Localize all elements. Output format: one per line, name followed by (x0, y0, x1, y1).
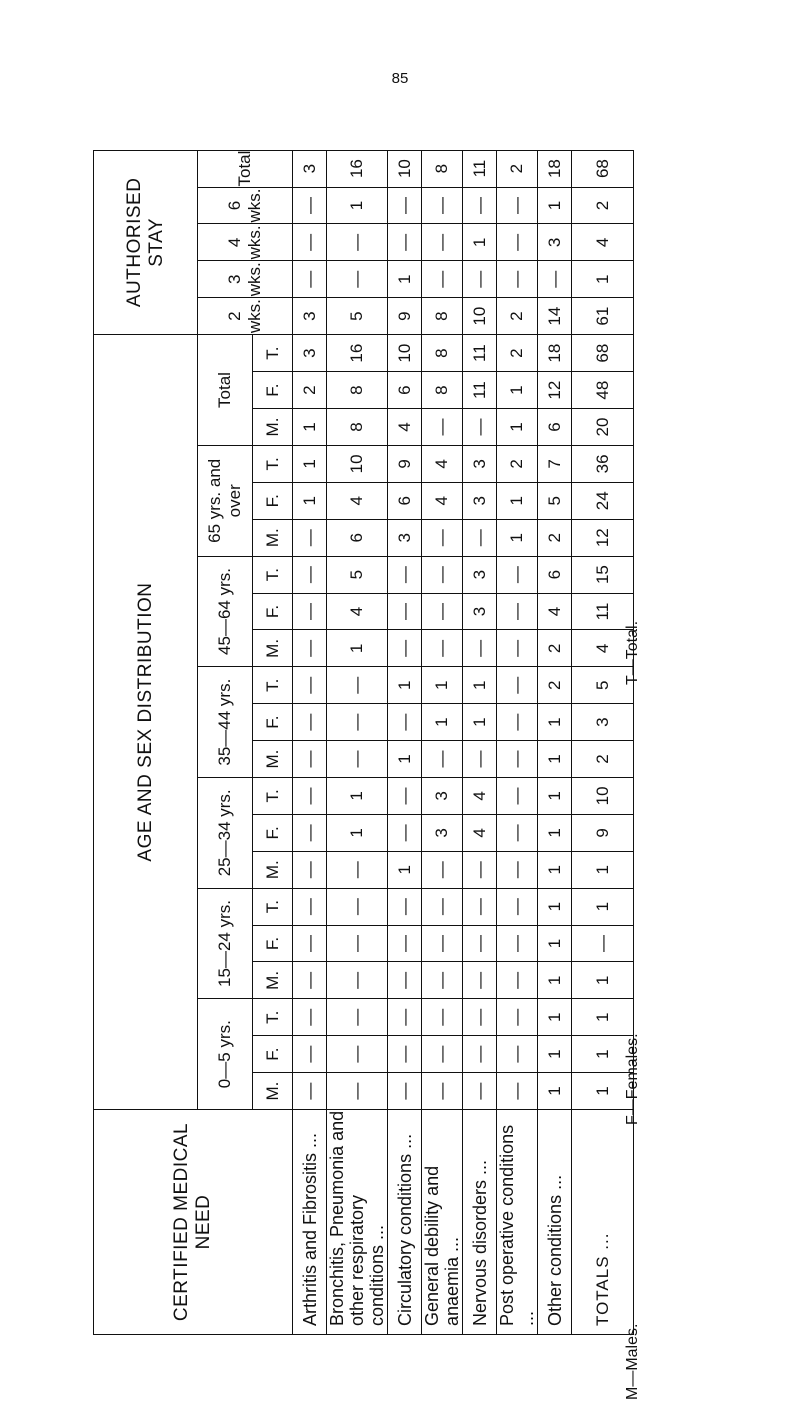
table-cell: 1 (538, 741, 572, 778)
page-number: 85 (391, 70, 409, 87)
table-cell: 1 (388, 261, 422, 298)
table-cell: 2 (497, 445, 538, 482)
table-row (463, 150, 497, 1334)
table-cell: — (293, 888, 327, 925)
sex-column-header: M. (253, 851, 293, 888)
table-row (538, 150, 572, 1334)
table-cell: — (293, 925, 327, 962)
table-cell: 1 (572, 1073, 634, 1110)
table-row (422, 150, 463, 1334)
table-cell: — (293, 814, 327, 851)
table-cell: 18 (538, 150, 572, 187)
table-cell: — (463, 409, 497, 446)
table-cell: — (293, 224, 327, 261)
table-cell: — (327, 1073, 388, 1110)
age-group-header: 45—64 yrs. (198, 556, 253, 667)
table-cell: — (327, 1036, 388, 1073)
table-cell: — (388, 777, 422, 814)
table-cell: 2 (572, 741, 634, 778)
table-cell: 11 (572, 593, 634, 630)
table-cell: 10 (572, 777, 634, 814)
legend-total: T—Total. (624, 620, 641, 685)
table-cell: — (463, 1036, 497, 1073)
table-cell: 3 (463, 482, 497, 519)
table-cell: 3 (388, 519, 422, 556)
sex-column-header: F. (253, 925, 293, 962)
table-cell: 2 (538, 630, 572, 667)
table-cell: — (327, 261, 388, 298)
table-cell: — (497, 851, 538, 888)
table-cell: — (388, 999, 422, 1036)
table-cell: — (422, 925, 463, 962)
table-cell: 1 (388, 741, 422, 778)
table-cell: 2 (497, 335, 538, 372)
sex-column-header: T. (253, 999, 293, 1036)
table-row (293, 150, 327, 1334)
table-cell: 1 (388, 851, 422, 888)
table-cell: 6 (327, 519, 388, 556)
table-cell: — (463, 630, 497, 667)
table-cell: 1 (572, 888, 634, 925)
table-cell: 4 (572, 630, 634, 667)
stay-header: 2 wks. (198, 298, 293, 335)
rotated-table-stage (93, 150, 621, 1335)
table-cell: — (497, 630, 538, 667)
table-cell: — (327, 224, 388, 261)
table-cell: 6 (388, 482, 422, 519)
table-cell: 9 (572, 814, 634, 851)
table-cell: 3 (572, 704, 634, 741)
table-cell: — (463, 888, 497, 925)
table-cell: — (388, 1036, 422, 1073)
table-cell: — (497, 741, 538, 778)
sex-column-header: T. (253, 777, 293, 814)
sex-column-header: T. (253, 335, 293, 372)
sex-column-header: T. (253, 888, 293, 925)
table-cell: — (497, 187, 538, 224)
table-cell: 8 (422, 298, 463, 335)
table-cell: 18 (538, 335, 572, 372)
table-cell: — (388, 888, 422, 925)
table-cell: 1 (463, 667, 497, 704)
table-cell: 6 (538, 556, 572, 593)
table-cell: 4 (327, 593, 388, 630)
table-cell: — (497, 925, 538, 962)
condition-label: Other conditions ... (538, 1110, 572, 1335)
table-cell: 1 (327, 187, 388, 224)
table-cell: 1 (538, 814, 572, 851)
table-cell: — (422, 556, 463, 593)
table-cell: 1 (497, 409, 538, 446)
table-cell: 3 (422, 777, 463, 814)
table-row (388, 150, 422, 1334)
table-cell: 16 (327, 150, 388, 187)
table-row (327, 150, 388, 1334)
table-cell: — (327, 667, 388, 704)
table-cell: 8 (327, 372, 388, 409)
table-cell: 20 (572, 409, 634, 446)
table-cell: — (327, 925, 388, 962)
table-cell: 1 (538, 962, 572, 999)
table-cell: — (422, 261, 463, 298)
table-cell: 8 (327, 409, 388, 446)
table-cell: — (388, 962, 422, 999)
table-cell: — (388, 224, 422, 261)
table-cell: — (293, 704, 327, 741)
table-cell: 1 (538, 999, 572, 1036)
table-cell: 1 (538, 888, 572, 925)
table-cell: 9 (388, 445, 422, 482)
table-cell: — (327, 888, 388, 925)
table-cell: 10 (327, 445, 388, 482)
sex-column-header: F. (253, 1036, 293, 1073)
table-cell: 4 (538, 593, 572, 630)
table-cell: 1 (497, 519, 538, 556)
table-cell: — (327, 741, 388, 778)
table-cell: — (388, 593, 422, 630)
table-cell: 1 (293, 445, 327, 482)
table-cell: 15 (572, 556, 634, 593)
table-cell: 10 (463, 298, 497, 335)
age-group-header: 65 yrs. and over (198, 445, 253, 556)
table-cell: 10 (388, 335, 422, 372)
condition-label: General debility and anaemia ... (422, 1110, 463, 1335)
age-group-header: 0—5 yrs. (198, 999, 253, 1110)
table-cell: — (422, 519, 463, 556)
table-cell: 6 (388, 372, 422, 409)
table-cell: — (293, 741, 327, 778)
table-cell: 3 (293, 150, 327, 187)
table-cell: 2 (497, 298, 538, 335)
table-cell: — (422, 1036, 463, 1073)
table-cell: — (293, 630, 327, 667)
table-cell: — (497, 556, 538, 593)
table-cell: — (497, 593, 538, 630)
table-cell: — (497, 224, 538, 261)
table-cell: — (422, 741, 463, 778)
sex-column-header: M. (253, 741, 293, 778)
table-cell: 3 (293, 298, 327, 335)
table-cell: — (497, 1036, 538, 1073)
table-cell: — (538, 261, 572, 298)
table-cell: 4 (388, 409, 422, 446)
table-cell: — (293, 1036, 327, 1073)
table-cell: — (422, 962, 463, 999)
table-cell: 8 (422, 372, 463, 409)
table-cell: — (388, 556, 422, 593)
age-group-header: 15—24 yrs. (198, 888, 253, 999)
table-cell: — (463, 187, 497, 224)
legend (624, 540, 654, 1400)
table-cell: 1 (572, 1036, 634, 1073)
table-cell: 3 (422, 814, 463, 851)
table-cell: 1 (497, 372, 538, 409)
table-cell: 8 (422, 335, 463, 372)
table-cell: 3 (463, 593, 497, 630)
age-group-header: 35—44 yrs. (198, 667, 253, 778)
table-cell: 6 (538, 409, 572, 446)
table-cell: — (293, 1073, 327, 1110)
table-cell: 9 (388, 298, 422, 335)
table-cell: — (388, 187, 422, 224)
table-cell: — (463, 741, 497, 778)
table-row (497, 150, 538, 1334)
table-cell: 12 (572, 519, 634, 556)
authorised-stay-header: AUTHORISED STAY (94, 150, 198, 334)
table-cell: 11 (463, 372, 497, 409)
table-cell: — (327, 999, 388, 1036)
table-cell: — (422, 999, 463, 1036)
table-cell: — (293, 187, 327, 224)
condition-label: Arthritis and Fibrositis ... (293, 1110, 327, 1335)
sex-column-header: F. (253, 593, 293, 630)
sex-column-header: F. (253, 482, 293, 519)
distribution-table (93, 150, 634, 1335)
table-cell: 5 (538, 482, 572, 519)
table-cell: — (422, 593, 463, 630)
table-cell: 1 (293, 409, 327, 446)
table-cell: 61 (572, 298, 634, 335)
table-cell: 4 (463, 777, 497, 814)
table-cell: 16 (327, 335, 388, 372)
table-cell: 1 (327, 777, 388, 814)
table-cell: — (422, 630, 463, 667)
table-cell: 4 (463, 814, 497, 851)
table-cell: — (497, 667, 538, 704)
table-cell: — (497, 999, 538, 1036)
table-cell: — (463, 999, 497, 1036)
table-cell: 1 (327, 630, 388, 667)
stay-header: 6 wks. (198, 187, 293, 224)
table-cell: — (463, 851, 497, 888)
table-cell: — (388, 630, 422, 667)
table-cell: 1 (538, 851, 572, 888)
table-cell: — (497, 777, 538, 814)
table-cell: — (463, 962, 497, 999)
table-cell: 3 (538, 224, 572, 261)
table-cell: 5 (572, 667, 634, 704)
table-cell: 1 (538, 1073, 572, 1110)
condition-label: Nervous disorders ... (463, 1110, 497, 1335)
age-group-header: 25—34 yrs. (198, 777, 253, 888)
table-cell: — (497, 1073, 538, 1110)
table-cell: 2 (497, 150, 538, 187)
table-cell: 1 (463, 224, 497, 261)
sex-column-header: M. (253, 519, 293, 556)
table-cell: 1 (572, 851, 634, 888)
table-cell: — (293, 962, 327, 999)
sex-column-header: M. (253, 630, 293, 667)
table-cell: 2 (572, 187, 634, 224)
table-cell: 1 (572, 999, 634, 1036)
condition-label: TOTALS ... (572, 1110, 634, 1335)
table-cell: 1 (497, 482, 538, 519)
table-cell: 1 (538, 1036, 572, 1073)
table-cell: 4 (327, 482, 388, 519)
table-cell: — (388, 1073, 422, 1110)
table-cell: 11 (463, 335, 497, 372)
table-cell: — (293, 261, 327, 298)
table-cell: — (497, 261, 538, 298)
age-sex-header: AGE AND SEX DISTRIBUTION (94, 335, 198, 1110)
table-cell: — (327, 962, 388, 999)
legend-females: F—Females. (624, 1033, 641, 1125)
table-cell: 24 (572, 482, 634, 519)
table-cell: 1 (422, 704, 463, 741)
stay-total-header: Total (198, 150, 293, 187)
table-cell: 1 (327, 814, 388, 851)
age-group-header: Total (198, 335, 253, 446)
table-cell: — (463, 261, 497, 298)
table-cell: 1 (538, 187, 572, 224)
table-cell: — (388, 814, 422, 851)
table-cell: 48 (572, 372, 634, 409)
certified-need-header: CERTIFIED MEDICAL NEED (94, 1110, 293, 1335)
sex-column-header: T. (253, 556, 293, 593)
table-cell: 4 (572, 224, 634, 261)
table-cell: — (293, 519, 327, 556)
table-cell: 1 (538, 704, 572, 741)
table-cell: — (422, 1073, 463, 1110)
table-cell: 1 (463, 704, 497, 741)
table-cell: — (422, 224, 463, 261)
table-cell: — (327, 704, 388, 741)
table-cell: 1 (388, 667, 422, 704)
table-cell: 1 (538, 925, 572, 962)
condition-label: Circulatory conditions ... (388, 1110, 422, 1335)
table-cell: — (293, 667, 327, 704)
table-cell: 5 (327, 298, 388, 335)
condition-label: Bronchitis, Pneumonia and other respiratory conditions ... (327, 1110, 388, 1335)
table-cell: 68 (572, 335, 634, 372)
table-cell: — (388, 925, 422, 962)
table-cell: — (497, 962, 538, 999)
sex-column-header: M. (253, 962, 293, 999)
table-cell: 36 (572, 445, 634, 482)
table-cell: 5 (327, 556, 388, 593)
table-cell: — (388, 704, 422, 741)
table-cell: 4 (422, 482, 463, 519)
table-cell: — (497, 704, 538, 741)
table-cell: 1 (293, 482, 327, 519)
table-cell: 11 (463, 150, 497, 187)
table-cell: 2 (293, 372, 327, 409)
table-cell: 2 (538, 519, 572, 556)
sex-column-header: M. (253, 1073, 293, 1110)
sex-column-header: M. (253, 409, 293, 446)
table-cell: — (497, 888, 538, 925)
table-cell: — (422, 851, 463, 888)
table-cell: — (422, 409, 463, 446)
table-cell: 10 (388, 150, 422, 187)
table-cell: 7 (538, 445, 572, 482)
table-cell: — (422, 888, 463, 925)
table-cell: — (293, 556, 327, 593)
stay-header: 4 wks. (198, 224, 293, 261)
table-cell: 2 (538, 667, 572, 704)
sex-column-header: F. (253, 704, 293, 741)
table-cell: — (293, 999, 327, 1036)
stay-header: 3 wks. (198, 261, 293, 298)
sex-column-header: F. (253, 372, 293, 409)
table-cell: 3 (463, 445, 497, 482)
table-cell: 1 (422, 667, 463, 704)
table-cell: — (293, 593, 327, 630)
table-cell: 3 (463, 556, 497, 593)
table-cell: — (463, 1073, 497, 1110)
table-cell: 3 (293, 335, 327, 372)
table-cell: — (422, 187, 463, 224)
table-cell: 1 (572, 962, 634, 999)
table-cell: 68 (572, 150, 634, 187)
table-cell: 4 (422, 445, 463, 482)
table-cell: — (497, 814, 538, 851)
table-cell: 1 (572, 261, 634, 298)
sex-column-header: F. (253, 814, 293, 851)
sex-column-header: T. (253, 445, 293, 482)
condition-label: Post operative conditions ... (497, 1110, 538, 1335)
table-cell: 12 (538, 372, 572, 409)
table-cell: 8 (422, 150, 463, 187)
table-cell: — (293, 851, 327, 888)
legend-males: M—Males. (624, 1323, 641, 1400)
table-cell: 1 (538, 777, 572, 814)
sex-column-header: T. (253, 667, 293, 704)
table-cell: — (463, 519, 497, 556)
table-cell: — (572, 925, 634, 962)
table-cell: 14 (538, 298, 572, 335)
table-cell: — (463, 925, 497, 962)
table-cell: — (327, 851, 388, 888)
table-cell: — (293, 777, 327, 814)
